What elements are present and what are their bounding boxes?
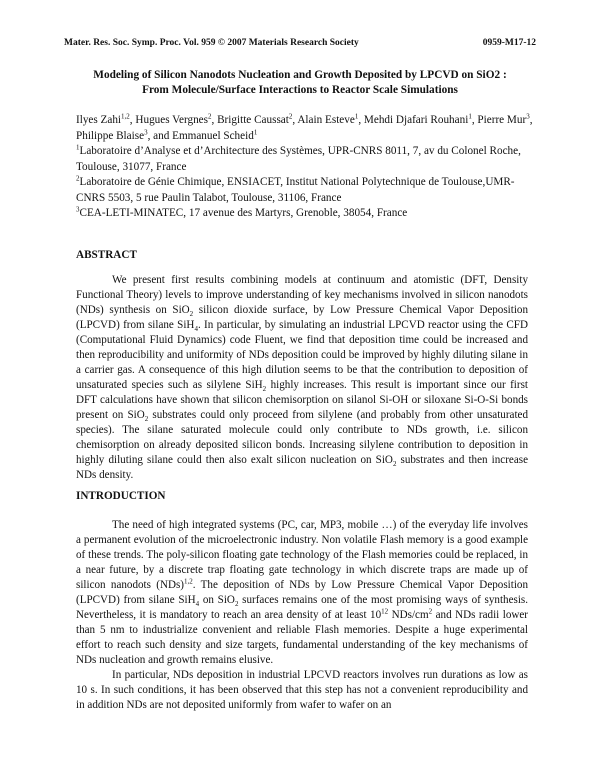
introduction-heading: INTRODUCTION [76,490,166,502]
subscript: 2 [144,415,149,424]
affiliation-text: Laboratoire de Génie Chimique, ENSIACET, Institut National Polytechnique de Toulouse,UMR-CNRS 5503, 5 rue Paulin Talabot, Toulouse, 31106, France [76,176,515,204]
author-name: , Brigitte Caussat [211,114,289,126]
text-run: . In particular, by simulating an industrial LPCVD reactor using the CFD (Computational Fluid Dynamics) code Fluent, we find that deposition time could be increased and then reproducibility and uniformity of NDs deposition could be improved by highly diluting silane in a carrier gas. A consequence of this high dilution seems to be that the contribution to deposition of unsaturated species such as silylene SiH [76,319,528,391]
text-run: on SiO [199,594,235,606]
author-list [76,113,536,144]
author-name: , Philippe Blaise [76,114,533,142]
introduction-body [76,518,528,713]
affiliation-mark: 3 [526,112,530,121]
text-run: surfaces remains one of the most promising ways of synthesis. Nevertheless, it is mandatory to reach an area density of at least 10 [76,594,529,621]
affiliation-1 [76,144,536,175]
affiliation-mark: 1 [354,112,359,121]
title-line-2: From Molecule/Surface Interactions to Reactor Scale Simulations [142,83,458,96]
subscript: 2 [189,310,194,319]
text-run: substrates and then increase NDs density. [76,454,528,481]
superscript: 12 [381,607,389,616]
author-name: , and Emmanuel Scheid [147,129,254,142]
intro-paragraph-1 [76,518,528,668]
subscript: 2 [392,460,397,469]
affiliation-text: Laboratoire d’Analyse et d’Architecture des Systèmes, UPR-CNRS 8011, 7, av du Colonel Roche, Toulouse, 31077, France [76,145,521,173]
subscript: 4 [195,600,200,609]
citation-ref: 1,2 [184,577,193,586]
affiliation-text: CEA-LETI-MINATEC, 17 avenue des Martyrs, Grenoble, 38054, France [79,207,408,219]
affiliation-mark: 2 [288,112,293,121]
affiliation-number: 1 [76,143,80,152]
text-run: substrates could only proceed from silylene (and probably from other unsaturated species). The silane saturated molecule could only contribute to NDs growth, i.e. silicon chemisorption on already deposited silicon bonds. Increasing silylene contribution to deposition in highly diluting silane could then also exalt silicon nucleation on SiO [76,409,528,466]
affiliation-2 [76,175,536,206]
text-run: We present first results combining models at continuum and atomistic (DFT, Density Functional Theory) levels to improve understanding of key mechanisms involved in silicon nanodots (NDs) synthesis on SiO [76,274,528,316]
paper-title [60,68,540,97]
author-block [76,113,536,222]
subscript: 4 [194,325,198,334]
journal-citation: Mater. Res. Soc. Symp. Proc. Vol. 959 © 2007 Materials Research Society [64,38,359,48]
affiliation-mark: 1 [253,127,258,136]
affiliation-number: 3 [76,205,80,214]
subscript: 2 [262,385,267,394]
affiliation-number: 2 [76,174,80,183]
text-run: The need of high integrated systems (PC, car, MP3, mobile …) of the everyday life involves a permanent evolution of the microelectronic industry. Non volatile Flash memory is a good example of these trends. The poly-silicon floating gate technology of the Flash memories could be replaced, in a near future, by a discrete trap floating gate technology in which discrete traps are made up of silicon nanodots (NDs) [76,519,528,591]
text-run: highly increases. This result is important since our first DFT calculations have shown that silicon chemisorption on silanol Si-OH or siloxane Si-O-Si bonds present on SiO [76,379,528,421]
affiliation-mark: 3 [144,127,148,136]
abstract-heading: ABSTRACT [76,249,137,261]
author-name: , Hugues Vergnes [129,114,208,126]
subscript: 2 [234,600,239,609]
author-name: Ilyes Zahi [76,114,122,126]
affiliation-mark: 1 [468,112,472,121]
affiliation-mark: 1,2 [121,112,130,121]
superscript: 2 [428,607,433,616]
author-name: , Pierre Mur [471,114,527,126]
text-run: and NDs radii lower than 5 nm to industrialize convenient and reliable Flash memories. Despite a huge experimental effort to reach such density and size targets, fundamental understanding of the key mechanisms of NDs nucleation and growth remains elusive. [76,609,528,666]
text-run: silicon dioxide surface, by Low Pressure Chemical Vapor Deposition (LPCVD) from silane SiH [76,304,529,331]
title-line-1: Modeling of Silicon Nanodots Nucleation and Growth Deposited by LPCVD on SiO2 : [93,69,507,81]
running-header [64,38,536,48]
abstract-paragraph [76,273,528,483]
text-run: . The deposition of NDs by Low Pressure Chemical Vapor Deposition (LPCVD) from silane SiH [76,579,528,606]
author-name: , Mehdi Djafari Rouhani [358,114,469,126]
affiliation-3 [76,206,536,222]
affiliation-mark: 2 [208,112,212,121]
author-name: , Alain Esteve [292,114,355,126]
abstract-body [76,273,528,483]
intro-paragraph-2: In particular, NDs deposition in industrial LPCVD reactors involves run durations as low as 10 s. In such conditions, it has been observed that this step has not a convenient reproducibility and in addition NDs are not deposited uniformly from wafer to wafer on an [76,669,528,711]
paper-id: 0959-M17-12 [482,38,536,48]
text-run: NDs/cm [388,609,429,621]
